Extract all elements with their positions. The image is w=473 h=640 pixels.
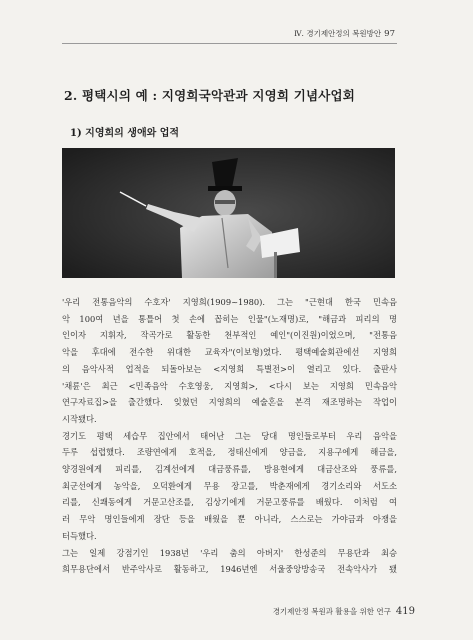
footer-page-number: 419	[395, 606, 415, 617]
body-line: 희무용단에서 반주악사로 활동하고, 1946년엔 서울중앙방송국 전속악사가 됐	[62, 564, 397, 575]
body-line: 두루 섭렵했다. 조량연에게 호적을, 정태신에게 양금을, 지용구에게 해금을,	[62, 447, 397, 458]
body-line: 경기도 평택 세습무 집안에서 태어난 그는 당대 명인들로부터 우리 음악을	[62, 430, 397, 441]
conductor-photo	[62, 148, 395, 278]
body-line: '채륜'은 최근 <민족음악 수호영웅, 지영희>, <다시 보는 지영희 민속음악	[62, 380, 397, 391]
header-page-number: 97	[384, 29, 395, 39]
body-line: 시작됐다.	[62, 413, 97, 424]
running-header	[294, 28, 395, 39]
header-divider	[62, 43, 397, 44]
body-line: 악 100여 년을 통틀어 첫 손에 꼽히는 인물"(노재명)로, "해금과 피리의 명	[62, 313, 397, 324]
body-line: 터득했다.	[62, 530, 97, 541]
body-line: '우리 전통음악의 수호자' 지영희(1909~1980). 그는 "근현대 한국 민속음	[62, 297, 397, 307]
section-title: 2. 평택시의 예 : 지영희국악관과 지영희 기념사업회	[64, 88, 356, 103]
body-text	[62, 294, 397, 578]
body-line: 최군선에게 농악을, 오덕환에게 무용 장고를, 박춘재에게 경기소리와 서도소	[62, 480, 397, 491]
body-line: 양경원에게 피리를, 김계선에게 대금풍류를, 방용현에게 대금산조와 풍류를,	[62, 464, 397, 475]
body-line: 악을 후대에 전수한 위대한 교육자"(이보형)였다. 평택예술회관에선 지영희	[62, 347, 397, 358]
body-line: 러 무악 명인들에게 장단 등을 배웠을 뿐 아니라, 스스로는 가야금과 아쟁을	[62, 514, 397, 525]
footer-book-title: 경기제안정 복원과 활용을 위한 연구	[272, 607, 391, 616]
conductor-photo-icon	[62, 148, 395, 278]
body-line: 인이자 지휘자, 작곡가로 활동한 천부적인 예인"(이진원)이었으며, "전통음	[62, 330, 397, 341]
running-title: Ⅳ. 경기제안정의 복원방안	[294, 29, 382, 38]
body-line: 의 음악사적 업적을 되돌아보는 <지영희 특별전>이 열리고 있다. 출판사	[62, 363, 397, 374]
body-line: 그는 일제 강점기인 1938년 '우리 춤의 아버지' 한성준의 무용단과 최승	[62, 547, 397, 558]
subsection-title: 1) 지영희의 생애와 업적	[70, 128, 180, 139]
page-footer	[273, 606, 415, 617]
body-line: 리를, 신쾌동에게 거문고산조를, 김상기에게 거문고풍류를 배웠다. 이처럼 여	[62, 497, 397, 508]
body-line: 연구자료집>을 출간했다. 잊혔던 지영희의 예술혼을 본격 재조명하는 작업이	[62, 397, 397, 408]
